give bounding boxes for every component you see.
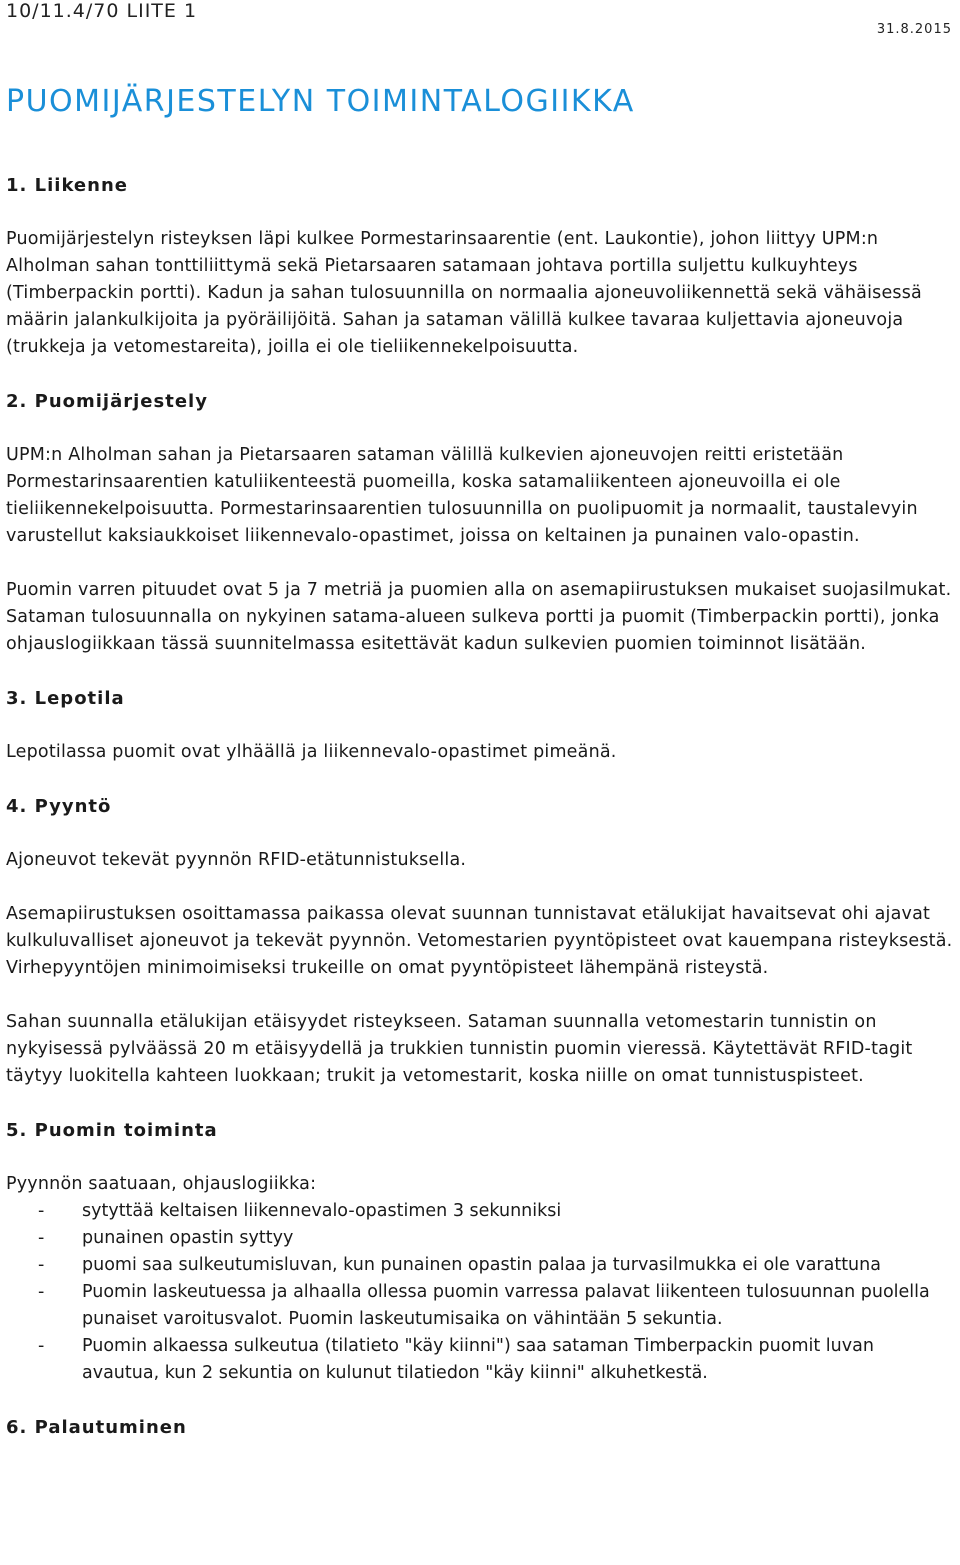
document-body bbox=[6, 172, 954, 1441]
section-heading-puomin-toiminta: 5. Puomin toiminta bbox=[6, 1120, 218, 1141]
page-title: PUOMIJÄRJESTELYN TOIMINTALOGIIKKA bbox=[6, 84, 635, 119]
paragraph: Asemapiirustuksen osoittamassa paikassa olevat suunnan tunnistavat etälukijat havaitsevat ohi ajavat kulkuluvalliset ajoneuvot ja tekevät pyynnön. Vetomestarien pyyntöpisteet ovat kauempana risteyksestä. Virhepyyntöjen minimoimiseksi trukeille on omat pyyntöpisteet lähempänä risteystä. bbox=[6, 904, 953, 978]
list-item: - sytyttää keltaisen liikennevalo-opastimen 3 sekunniksi bbox=[6, 1198, 954, 1225]
section-heading-palautuminen: 6. Palautuminen bbox=[6, 1417, 187, 1438]
list-item: - puomi saa sulkeutumisluvan, kun punainen opastin palaa ja turvasilmukka ei ole varattuna bbox=[6, 1252, 954, 1279]
document-reference: 10/11.4/70 LIITE 1 bbox=[6, 0, 198, 22]
document-date: 31.8.2015 bbox=[876, 22, 952, 37]
paragraph: Puomijärjestelyn risteyksen läpi kulkee Pormestarinsaarentie (ent. Laukontie), johon liittyy UPM:n Alholman sahan tonttiliittymä sekä Pietarsaaren satamaan johtava portilla suljettu kulkuyhteys (Timberpackin portti). Kadun ja sahan tulosuunnilla on normaalia ajoneuvoliikennettä sekä vähäisessä määrin jalankulkijoita ja pyöräilijöitä. Sahan ja sataman välillä kulkee tavaraa kuljettavia ajoneuvoja (trukkeja ja vetomestareita), joilla ei ole tieliikennekelpoisuutta. bbox=[6, 229, 922, 357]
section-heading-pyynto: 4. Pyyntö bbox=[6, 796, 112, 817]
paragraph: Sahan suunnalla etälukijan etäisyydet risteykseen. Sataman suunnalla vetomestarin tunnistin on nykyisessä pylväässä 20 m etäisyydellä ja trukkien tunnistin puomin vieressä. Käytettävät RFID-tagit täytyy luokitella kahteen luokkaan; trukit ja vetomestarit, koska niille on omat tunnistuspisteet. bbox=[6, 1012, 913, 1086]
paragraph: Pyynnön saatuaan, ohjauslogiikka: bbox=[6, 1174, 317, 1194]
list-item: - Puomin alkaessa sulkeutua (tilatieto "käy kiinni") saa sataman Timberpackin puomit luvan avautua, kun 2 sekuntia on kulunut tilatiedon "käy kiinni" alkuhetkestä. bbox=[6, 1333, 954, 1387]
list-item: - Puomin laskeutuessa ja alhaalla ollessa puomin varressa palavat liikenteen tulosuunnan puolella punaiset varoitusvalot. Puomin laskeutumisaika on vähintään 5 sekuntia. bbox=[6, 1279, 954, 1333]
section-heading-puomijarjestely: 2. Puomijärjestely bbox=[6, 391, 208, 412]
paragraph: UPM:n Alholman sahan ja Pietarsaaren sataman välillä kulkevien ajoneuvojen reitti eristetään Pormestarinsaarentien katuliikenteestä puomeilla, koska satamaliikenteen ajoneuvoilla ei ole tieliikennekelpoisuutta. Pormestarinsaarentien tulosuunnilla on puolipuomit ja normaalit, taustalevyin varustellut kaksiaukkoiset liikennevalo-opastimet, joissa on keltainen ja punainen valo-opastin. bbox=[6, 445, 918, 546]
section-heading-lepotila: 3. Lepotila bbox=[6, 688, 125, 709]
paragraph: Ajoneuvot tekevät pyynnön RFID-etätunnistuksella. bbox=[6, 850, 467, 870]
section-heading-liikenne: 1. Liikenne bbox=[6, 175, 128, 196]
list-item: - punainen opastin syttyy bbox=[6, 1225, 954, 1252]
logic-list bbox=[6, 1198, 954, 1387]
paragraph: Puomin varren pituudet ovat 5 ja 7 metriä ja puomien alla on asemapiirustuksen mukaiset suojasilmukat. Sataman tulosuunnalla on nykyinen satama-alueen sulkeva portti ja puomit (Timberpackin portti), jonka ohjauslogiikkaan tässä suunnitelmassa esitettävät kadun sulkevien puomien toiminnot lisätään. bbox=[6, 580, 952, 654]
paragraph: Lepotilassa puomit ovat ylhäällä ja liikennevalo-opastimet pimeänä. bbox=[6, 742, 617, 762]
